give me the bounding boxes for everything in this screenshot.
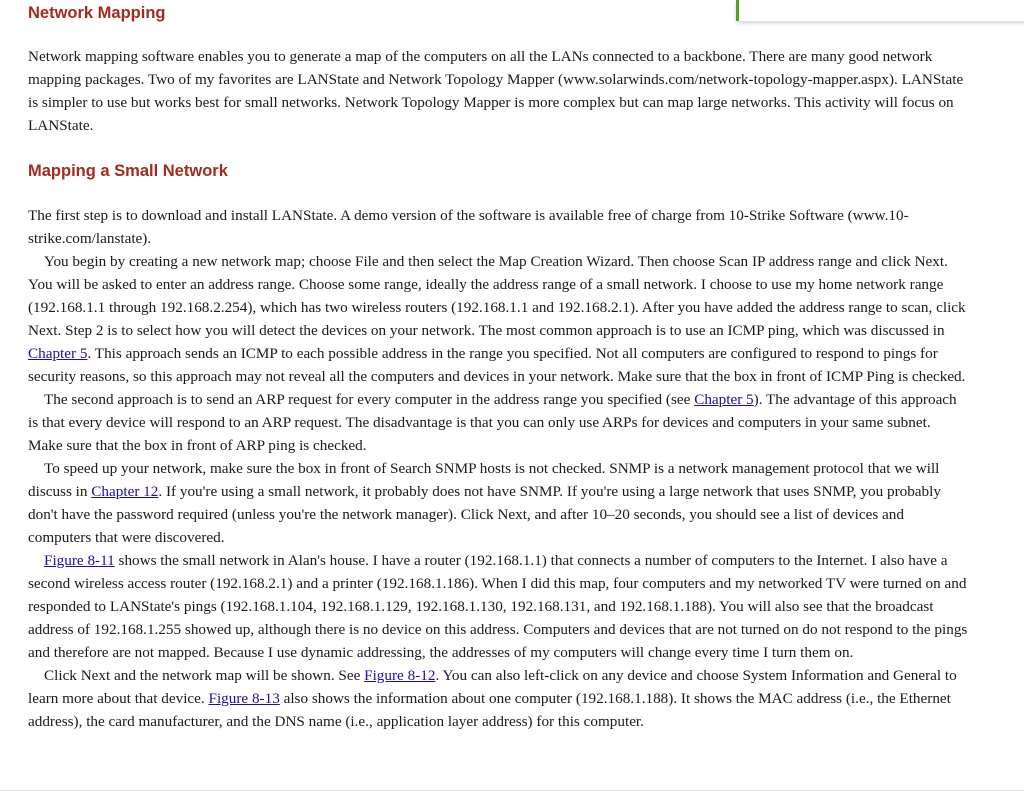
paragraph-4-text-b: . If you're using a small network, it probably does not have SNMP. If you're using a large network that uses SNMP, you probably don't have the password required (unless you're the network manager). Click Next, and after 10–20 seconds, you should see a list of devices and computers that were discovered. (28, 483, 941, 546)
bottom-divider (0, 790, 1024, 791)
heading-mapping-small-network: Mapping a Small Network (28, 162, 228, 180)
paragraph-6 (28, 664, 968, 733)
link-chapter-5[interactable]: Chapter 5 (28, 345, 88, 362)
paragraph-4-text-a: To speed up your network, make sure the box in front of Search SNMP hosts is not checked. SNMP is a network management protocol that we will discuss in (28, 460, 940, 500)
heading-network-mapping: Network Mapping (28, 4, 166, 22)
paragraph-5-text-b: shows the small network in Alan's house. I have a router (192.168.1.1) that connects a number of computers to the Internet. I also have a second wireless access router (192.168.2.1) and a printer (192.168.1.186). When I did this map, four computers and my networked TV were turned on and responded to LANState's pings (192.168.1.104, 192.168.1.129, 192.168.1.130, 192.168.131, and 192.168.1.188). You will also see that the broadcast address of 192.168.1.255 showed up, although there is no device on this address. Computers and devices that are not turned on do not respond to the pings and therefore are not mapped. Because I use dynamic addressing, the addresses of my computers will change every time I turn them on. (28, 552, 968, 661)
paragraph-4 (28, 457, 968, 549)
article-content (28, 0, 968, 733)
paragraph-2 (28, 250, 968, 388)
link-chapter-12[interactable]: Chapter 12 (91, 483, 159, 500)
paragraph-6-text-a: Click Next and the network map will be shown. See (44, 667, 365, 684)
paragraph-5 (28, 549, 968, 664)
link-chapter-5-second[interactable]: Chapter 5 (694, 391, 754, 408)
paragraph-6-text-c: also shows the information about one computer (192.168.1.188). It shows the MAC address (i.e., the Ethernet address), the card manufacturer, and the DNS name (i.e., application layer address) for this computer. (28, 690, 951, 730)
paragraph-2-text-b: . This approach sends an ICMP to each possible address in the range you specified. Not all computers are configured to respond to pings for security reasons, so this approach may not reveal all the computers and devices in your network. Make sure that the box in front of ICMP Ping is checked. (28, 345, 966, 385)
link-figure-8-11[interactable]: Figure 8-11 (44, 552, 115, 569)
link-figure-8-13[interactable]: Figure 8-13 (208, 690, 280, 707)
paragraph-2-text-a: You begin by creating a new network map; choose File and then select the Map Creation Wizard. Then choose Scan IP address range and click Next. You will be asked to enter an address range. Choose some range, ideally the address range of a small network. I choose to use my home network range (192.168.1.1 through 192.168.2.254), which has two wireless routers (192.168.1.1 and 192.168.2.1). After you have added the address range to scan, click Next. Step 2 is to select how you will detect the devices on your network. The most common approach is to use an ICMP ping, which was discussed in (28, 253, 966, 339)
paragraph-3-text-b: ). The advantage of this approach is that every device will respond to an ARP request. The disadvantage is that you can only use ARPs for devices and computers in your same subnet. Make sure that the box in front of ARP ping is checked. (28, 391, 957, 454)
link-figure-8-12[interactable]: Figure 8-12 (364, 667, 436, 684)
paragraph-intro: Network mapping software enables you to generate a map of the computers on all the LANs connected to a backbone. There are many good network mapping packages. Two of my favorites are LANState and Network Topology Mapper (www.solarwinds.com/network-topology-mapper.aspx). LANState is simpler to use but works best for small networks. Network Topology Mapper is more complex but can map large networks. This activity will focus on LANState. (28, 48, 964, 134)
paragraph-1: The first step is to download and install LANState. A demo version of the software is available free of charge from 10-Strike Software (www.10-strike.com/lanstate). (28, 207, 909, 247)
paragraph-6-text-b: . You can also left-click on any device and choose System Information and General to learn more about that device. (28, 667, 957, 707)
paragraph-3-text-a: The second approach is to send an ARP request for every computer in the address range you specified (see (44, 391, 695, 408)
paragraph-3 (28, 388, 968, 457)
